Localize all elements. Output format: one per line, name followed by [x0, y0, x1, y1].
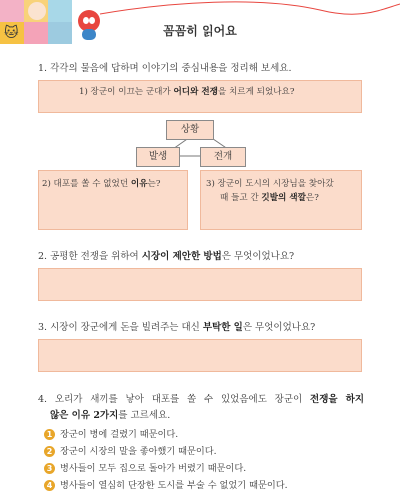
- answer-box-1-3[interactable]: [200, 170, 362, 230]
- answer-box-3[interactable]: [38, 339, 362, 372]
- node-development: 전개: [200, 147, 246, 167]
- option-1[interactable]: 1 장군이 병에 걸렸기 때문이다.: [44, 428, 178, 442]
- cat-icon: 🐱: [4, 25, 19, 41]
- page-title: 꼼꼼히 읽어요: [163, 24, 237, 38]
- option-3[interactable]: 3 병사들이 모두 집으로 돌아가 버렸기 때문이다.: [44, 462, 246, 476]
- question-4-line-1: 4. 오리가 새끼를 낳아 대포를 쏠 수 있었음에도 장군이 전쟁을 하지: [38, 394, 364, 405]
- answer-box-1-1[interactable]: [38, 80, 362, 113]
- number-badge-3: 3: [44, 463, 55, 474]
- question-3: 3. 시장이 장군에게 돈을 빌려주는 대신 부탁한 일은 무엇이었나요?: [38, 322, 316, 333]
- option-2[interactable]: 2 장군이 시장의 말을 좋아했기 때문이다.: [44, 445, 217, 459]
- answer-box-2[interactable]: [38, 268, 362, 301]
- node-situation: 상황: [166, 120, 214, 140]
- sub-question-3-line-1: 3) 장군이 도시의 시장님을 찾아갔: [206, 179, 334, 189]
- node-occurrence: 발생: [136, 147, 180, 167]
- number-badge-2: 2: [44, 446, 55, 457]
- tile: [0, 0, 24, 22]
- question-4-line-2: 않은 이유 2가지를 고르세요.: [50, 410, 171, 421]
- sub-question-1: 1) 장군이 이끄는 군대가 어디와 전쟁을 치르게 되었나요?: [79, 87, 295, 97]
- question-2: 2. 공평한 전쟁을 위하여 시장이 제안한 방법은 무엇이었나요?: [38, 251, 295, 262]
- child-face-icon: [28, 2, 46, 20]
- sub-question-3-line-2: 때 들고 간 깃발의 색깔은?: [220, 193, 319, 203]
- number-badge-1: 1: [44, 429, 55, 440]
- sub-question-2: 2) 대포를 쏠 수 없었던 이유는?: [42, 179, 161, 189]
- answer-box-1-2[interactable]: [38, 170, 188, 230]
- question-1: 1. 각각의 물음에 답하며 이야기의 중심내용을 정리해 보세요.: [38, 63, 292, 74]
- number-badge-4: 4: [44, 480, 55, 491]
- option-4[interactable]: 4 병사들이 열심히 단장한 도시를 부술 수 없었기 때문이다.: [44, 479, 288, 493]
